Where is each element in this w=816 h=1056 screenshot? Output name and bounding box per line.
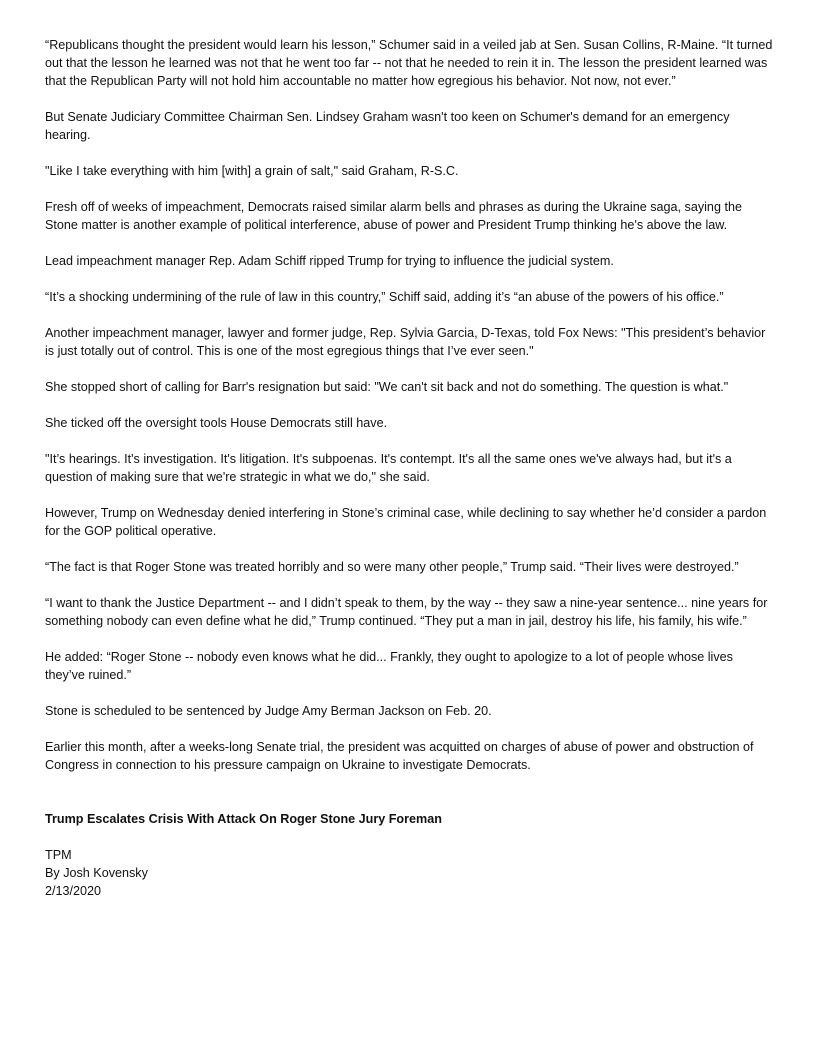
paragraph: She stopped short of calling for Barr's resignation but said: "We can't sit back and not do something. The question is what." — [45, 380, 729, 394]
article-headline: Trump Escalates Crisis With Attack On Roger Stone Jury Foreman — [45, 812, 442, 826]
article-date: 2/13/2020 — [45, 884, 102, 898]
paragraph: "Like I take everything with him [with] a grain of salt," said Graham, R-S.C. — [45, 164, 459, 178]
paragraph: But Senate Judiciary Committee Chairman Sen. Lindsey Graham wasn't too keen on Schumer's demand for an emergency hearing. — [45, 110, 730, 142]
paragraph: Another impeachment manager, lawyer and former judge, Rep. Sylvia Garcia, D-Texas, told Fox News: "This president’s behavior is just totally out of control. This is one of the most egregious things that I’ve ever seen." — [45, 326, 766, 358]
article-source: TPM — [45, 848, 72, 862]
article-body — [45, 36, 775, 774]
paragraph: “The fact is that Roger Stone was treated horribly and so were many other people,” Trump said. “Their lives were destroyed.” — [45, 560, 739, 574]
paragraph: Lead impeachment manager Rep. Adam Schiff ripped Trump for trying to influence the judicial system. — [45, 254, 614, 268]
paragraph: Earlier this month, after a weeks-long Senate trial, the president was acquitted on charges of abuse of power and obstruction of Congress in connection to his pressure campaign on Ukraine to investigate Democrats. — [45, 740, 754, 772]
paragraph: He added: “Roger Stone -- nobody even knows what he did... Frankly, they ought to apologize to a lot of people whose lives they’ve ruined.” — [45, 650, 733, 682]
document-page — [45, 36, 775, 900]
paragraph: Fresh off of weeks of impeachment, Democrats raised similar alarm bells and phrases as during the Ukraine saga, saying the Stone matter is another example of political interference, abuse of power and President Trump thinking he's above the law. — [45, 200, 742, 232]
paragraph: “I want to thank the Justice Department -- and I didn’t speak to them, by the way -- they saw a nine-year sentence... nine years for something nobody can even define what he did,” Trump continued. “They put a man in jail, destroy his life, his family, his wife.” — [45, 596, 768, 628]
article-byline: By Josh Kovensky — [45, 866, 148, 880]
paragraph: “It’s a shocking undermining of the rule of law in this country,” Schiff said, adding it’s “an abuse of the powers of his office.” — [45, 290, 724, 304]
paragraph: She ticked off the oversight tools House Democrats still have. — [45, 416, 388, 430]
paragraph: "It’s hearings. It's investigation. It's litigation. It's subpoenas. It's contempt. It's all the same ones we've always had, but it's a question of making sure that we're strategic in what we do," she said. — [45, 452, 732, 484]
paragraph: However, Trump on Wednesday denied interfering in Stone’s criminal case, while declining to say whether he’d consider a pardon for the GOP political operative. — [45, 506, 767, 538]
next-article — [45, 810, 775, 900]
paragraph: Stone is scheduled to be sentenced by Judge Amy Berman Jackson on Feb. 20. — [45, 704, 492, 718]
paragraph: “Republicans thought the president would learn his lesson,” Schumer said in a veiled jab at Sen. Susan Collins, R-Maine. “It turned out that the lesson he learned was not that he went too far -- not that he needed to rein it in. The lesson the president learned was that the Republican Party will not hold him accountable no matter how egregious his behavior. Not now, not ever.” — [45, 38, 773, 88]
